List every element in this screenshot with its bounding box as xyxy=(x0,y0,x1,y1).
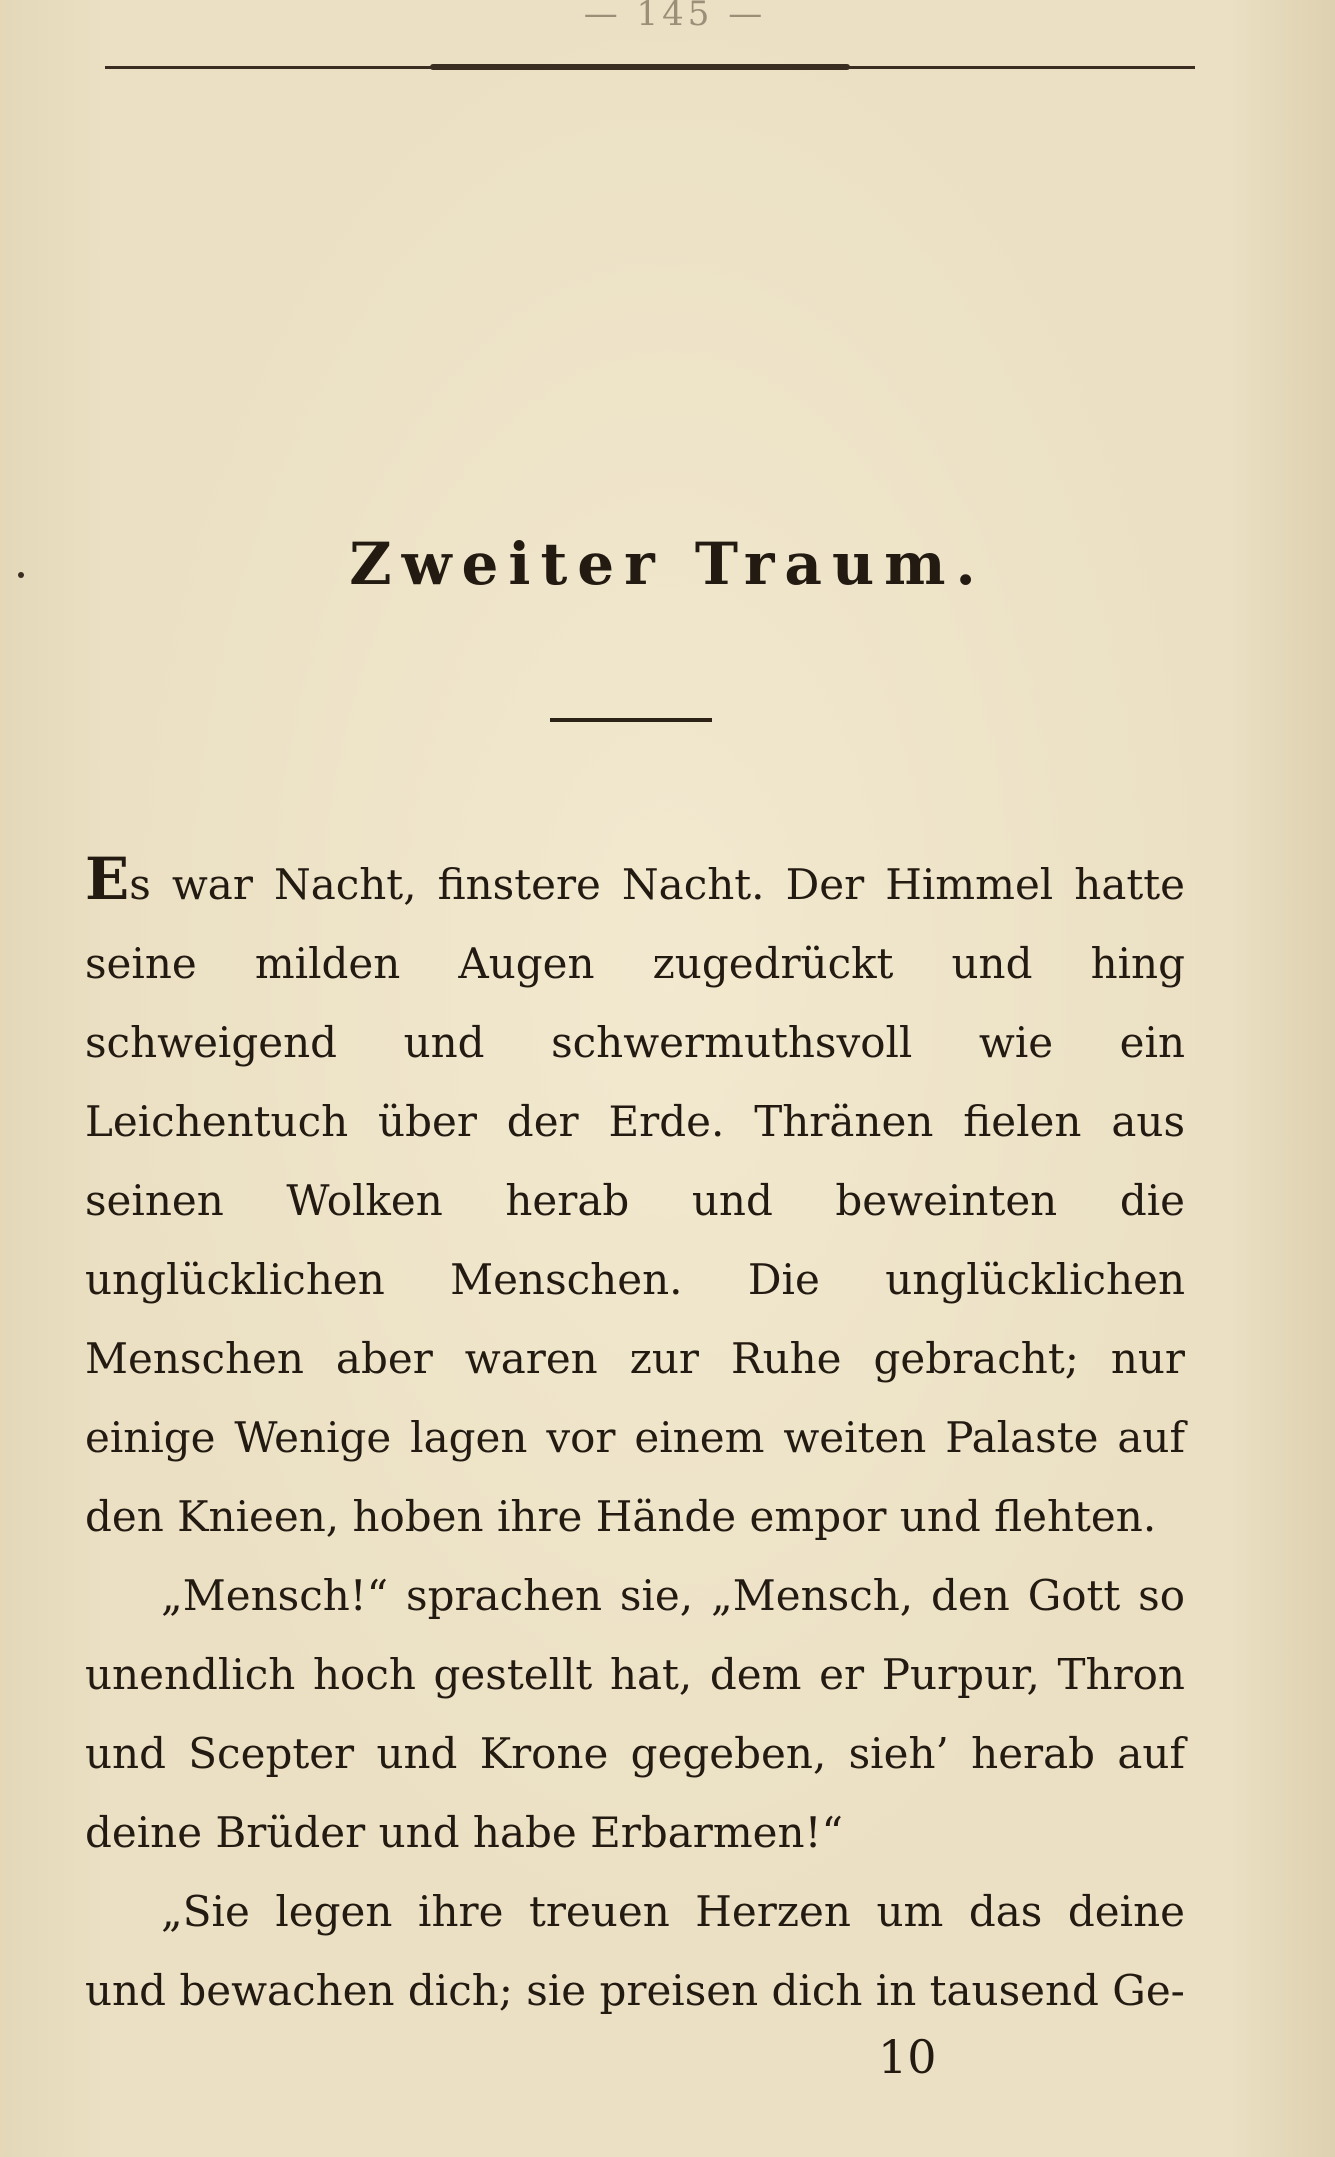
paragraph-1 xyxy=(85,840,1185,1556)
title-divider xyxy=(550,718,712,722)
paragraph-2: „Mensch!“ sprachen sie, „Mensch, den Gott so unendlich hoch gestellt hat, dem er Purpur, Thron und Scepter und Krone gegeben, sieh’ herab auf deine Brüder und habe Erbarmen!“ xyxy=(85,1571,1185,1857)
chapter-title: Zweiter Traum. xyxy=(349,530,986,598)
page-number: 10 xyxy=(878,2030,937,2084)
body-text xyxy=(85,840,1185,2030)
header-rule-ornament xyxy=(430,64,850,70)
running-head: — 145 — xyxy=(583,0,767,34)
paragraph-3: „Sie legen ihre treuen Herzen um das deine und bewachen dich; sie preisen dich in tausend Ge- xyxy=(85,1887,1185,2015)
drop-initial: E xyxy=(85,845,130,913)
paragraph-1-text: s war Nacht, finstere Nacht. Der Himmel hatte seine milden Augen zugedrückt und hing schweigend und schwermuthsvoll wie ein Leichentuch über der Erde. Thränen fielen aus seinen Wolken herab und beweinten die unglücklichen Menschen. Die unglücklichen Menschen aber waren zur Ruhe gebracht; nur einige Wenige lagen vor einem weiten Palaste auf den Knieen, hoben ihre Hände empor und flehten. xyxy=(85,860,1185,1541)
paper-speck xyxy=(18,572,24,578)
